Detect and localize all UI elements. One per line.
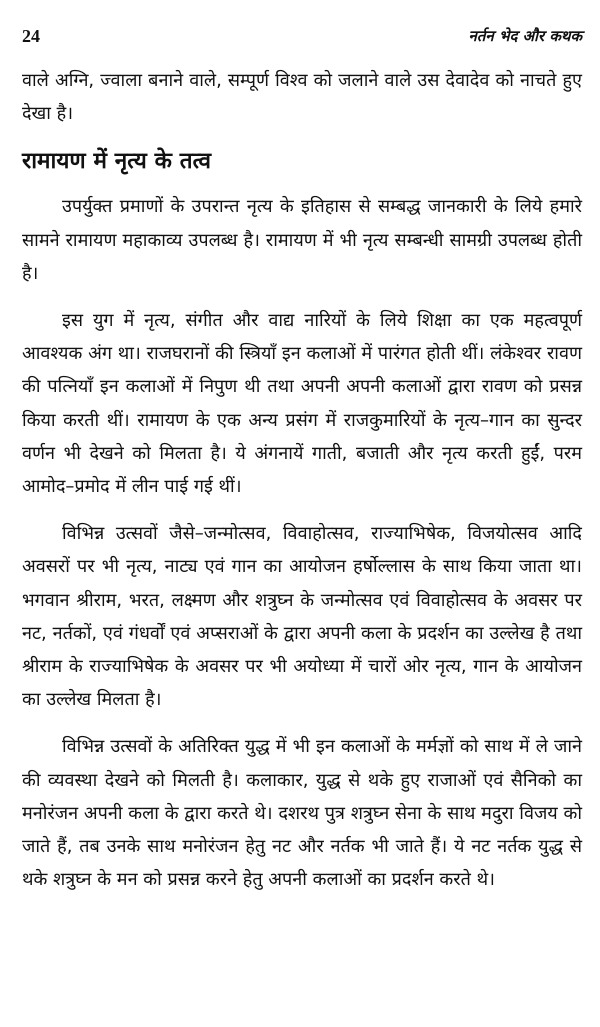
page-body [22,64,582,896]
paragraph-2: इस युग में नृत्य, संगीत और वाद्य नारियों के लिये शिक्षा का एक महत्वपूर्ण आवश्यक अंग था। राजघरानों की स्त्रियाँ इन कलाओं में पारंगत होती थीं। लंकेश्वर रावण की पत्नियाँ इन कलाओं में निपुण थी तथा अपनी अपनी कलाओं द्वारा रावण को प्रसन्न किया करती थीं। रामायण के एक अन्य प्रसंग में राजकुमारियों के नृत्य–गान का सुन्दर वर्णन भी देखने को मिलता है। ये अंगनायें गाती, बजाती और नृत्य करती हुईं, परम आमोद–प्रमोद में लीन पाई गई थीं। [22,310,582,498]
running-title: नर्तन भेद और कथक [468,27,582,45]
intro-paragraph: वाले अग्नि, ज्वाला बनाने वाले, सम्पूर्ण विश्व को जलाने वाले उस देवादेव को नाचते हुए देखा है। [22,70,582,125]
section-heading: रामायण में नृत्य के तत्व [22,148,212,175]
paragraph-gap [22,716,582,730]
page-number: 24 [22,26,40,46]
paragraph-3: विभिन्न उत्सवों जैसे–जन्मोत्सव, विवाहोत्सव, राज्याभिषेक, विजयोत्सव आदि अवसरों पर भी नृत्य, नाट्य एवं गान का आयोजन हर्षोल्लास के साथ किया जाता था। भगवान श्रीराम, भरत, लक्ष्मण और शत्रुघ्न के जन्मोत्सव एवं विवाहोत्सव के अवसर पर नट, नर्तकों, एवं गंधर्वों एवं अप्सराओं के द्वारा अपनी कला के प्रदर्शन का उल्लेख है तथा श्रीराम के राज्याभिषेक के अवसर पर भी अयोध्या में चारों ओर नृत्य, गान के आयोजन का उल्लेख मिलता है। [22,523,582,711]
paragraph-4: विभिन्न उत्सवों के अतिरिक्त युद्ध में भी इन कलाओं के मर्मज्ञों को साथ में ले जाने की व्यवस्था देखने को मिलती है। कलाकार, युद्ध से थके हुए राजाओं एवं सैनिको का मनोरंजन अपनी कला के द्वारा करते थे। दशरथ पुत्र शत्रुघ्न सेना के साथ मदुरा विजय को जाते हैं, तब उनके साथ मनोरंजन हेतु नट और नर्तक भी जाते हैं। ये नट नर्तक युद्ध से थके शत्रुघ्न के मन को प्रसन्न करने हेतु अपनी कलाओं का प्रदर्शन करते थे। [22,736,582,891]
paragraph-gap [22,503,582,517]
paragraph-1: उपर्युक्त प्रमाणों के उपरान्त नृत्य के इतिहास से सम्बद्ध जानकारी के लिये हमारे सामने रामायण महाकाव्य उपलब्ध है। रामायण में भी नृत्य सम्बन्धी सामग्री उपलब्ध होती है। [22,196,582,284]
paragraph-gap [22,290,582,304]
page-header [22,26,582,52]
